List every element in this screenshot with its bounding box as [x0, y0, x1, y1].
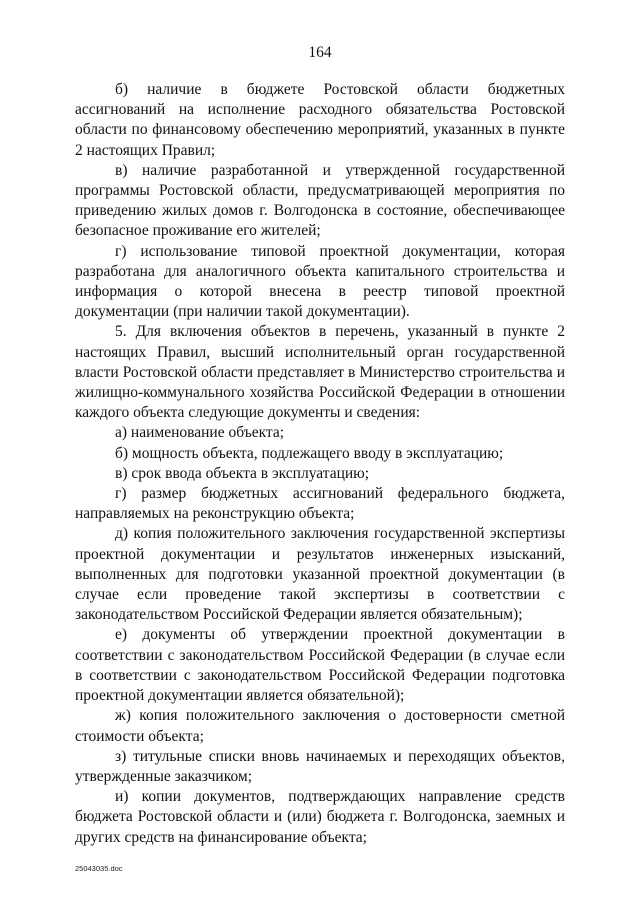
list-item-e-approval: е) документы об утверждении проектной документации в соответствии с законодательством Российской Федерации (в случае если в соответствии с законодательством Российской Федерации подготовка проектной документации является обязательной); [75, 626, 565, 705]
list-item-i-funding-docs: и) копии документов, подтверждающих направление средств бюджета Ростовской области и (или) бюджета г. Волгодонска, заемных и других средств на финансирование объекта; [75, 788, 565, 846]
list-item-a-name: а) наименование объекта; [115, 424, 285, 442]
paragraph-b-budget: б) наличие в бюджете Ростовской области бюджетных ассигнований на исполнение расходного обязательства Ростовской области по финансовому обеспечению мероприятий, указанных в пункте 2 настоящих Правил; [75, 81, 565, 159]
list-item-d-expertise: д) копия положительного заключения государственной экспертизы проектной документации и результатов инженерных изысканий, выполненных для подготовки указанной проектной документации (в случае если проведение такой экспертизы в соответствии с законодательством Российской Федерации является обязательным); [75, 525, 565, 624]
list-item-z-title-lists: з) титульные списки вновь начинаемых и переходящих объектов, утвержденные заказчиком; [75, 747, 565, 785]
list-item-g-allocation: г) размер бюджетных ассигнований федерального бюджета, направляемых на реконструкцию объекта; [75, 485, 565, 523]
list-item-b-capacity: б) мощность объекта, подлежащего вводу в эксплуатацию; [115, 444, 504, 462]
footer-file-name: 25043035.doc [75, 864, 123, 873]
paragraph-5-requirements: 5. Для включения объектов в перечень, указанный в пункте 2 настоящих Правил, высший исполнительный орган государственной власти Ростовской области представляет в Министерство строительства и жилищно-коммунального хозяйства Российской Федерации в отношении каждого объекта следующие документы и сведения: [75, 323, 565, 422]
paragraph-v-program: в) наличие разработанной и утвержденной государственной программы Ростовской области, предусматривающей мероприятия по приведению жилых домов г. Волгодонска в состояние, обеспечивающее безопасное проживание его жителей; [75, 161, 565, 240]
page-number: 164 [308, 44, 332, 61]
document-body [75, 80, 565, 848]
list-item-zh-estimate: ж) копия положительного заключения о достоверности сметной стоимости объекта; [75, 707, 565, 745]
paragraph-g-typical-docs: г) использование типовой проектной документации, которая разработана для аналогичного объекта капитального строительства и информация о которой внесена в реестр типовой проектной документации (при наличии такой документации). [75, 242, 565, 321]
list-item-v-deadline: в) срок ввода объекта в эксплуатацию; [115, 464, 370, 482]
